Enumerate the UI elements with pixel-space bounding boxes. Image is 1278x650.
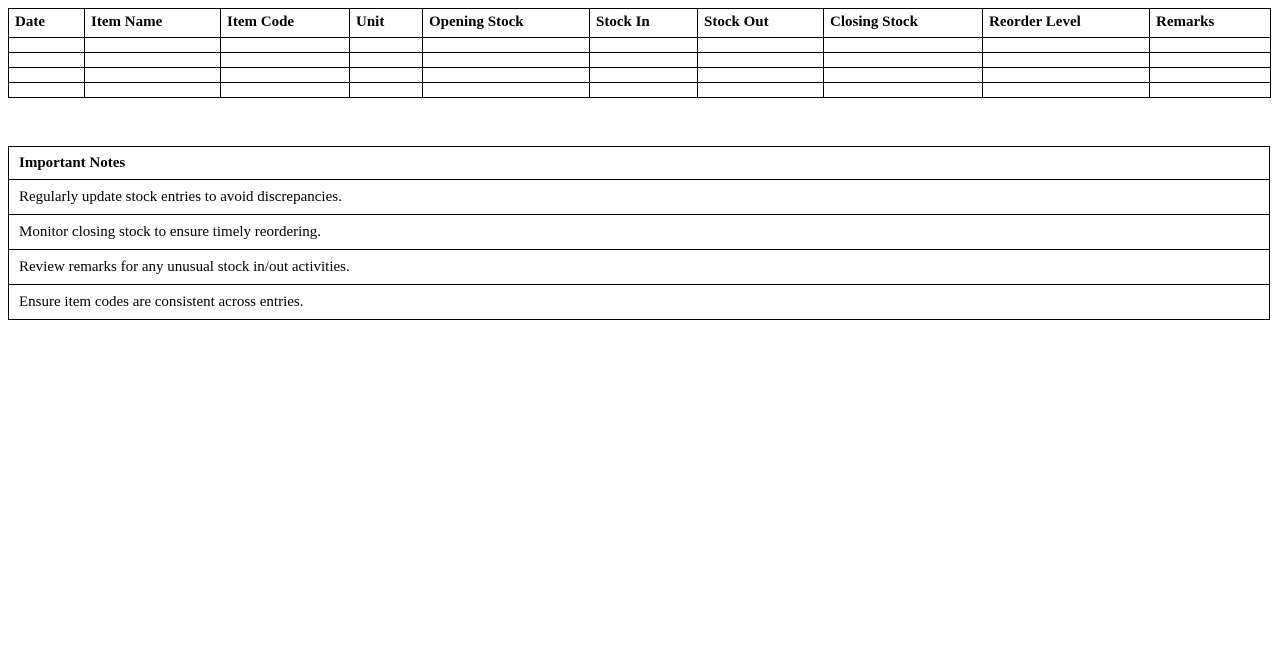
cell-remarks[interactable]	[1150, 38, 1271, 53]
cell-reorder-level[interactable]	[983, 68, 1150, 83]
column-header-date: Date	[9, 9, 85, 38]
cell-stock-out[interactable]	[698, 83, 824, 98]
column-header-remarks: Remarks	[1150, 9, 1271, 38]
stock-register-table	[8, 8, 1271, 98]
cell-item-name[interactable]	[85, 68, 221, 83]
table-row	[9, 68, 1271, 83]
column-header-unit: Unit	[350, 9, 423, 38]
notes-header-row	[9, 147, 1270, 180]
cell-stock-in[interactable]	[590, 53, 698, 68]
cell-remarks[interactable]	[1150, 53, 1271, 68]
cell-reorder-level[interactable]	[983, 38, 1150, 53]
column-header-opening-stock: Opening Stock	[423, 9, 590, 38]
column-header-closing-stock: Closing Stock	[824, 9, 983, 38]
cell-stock-in[interactable]	[590, 83, 698, 98]
cell-stock-out[interactable]	[698, 68, 824, 83]
cell-unit[interactable]	[350, 68, 423, 83]
list-item	[9, 180, 1270, 215]
cell-item-name[interactable]	[85, 53, 221, 68]
cell-reorder-level[interactable]	[983, 83, 1150, 98]
cell-opening-stock[interactable]	[423, 53, 590, 68]
cell-opening-stock[interactable]	[423, 83, 590, 98]
note-item-4: Ensure item codes are consistent across entries.	[9, 285, 1270, 320]
cell-stock-in[interactable]	[590, 68, 698, 83]
cell-date[interactable]	[9, 68, 85, 83]
cell-stock-in[interactable]	[590, 38, 698, 53]
cell-item-code[interactable]	[221, 83, 350, 98]
cell-closing-stock[interactable]	[824, 68, 983, 83]
cell-date[interactable]	[9, 53, 85, 68]
cell-unit[interactable]	[350, 38, 423, 53]
note-item-1: Regularly update stock entries to avoid discrepancies.	[9, 180, 1270, 215]
column-header-stock-in: Stock In	[590, 9, 698, 38]
table-header-row	[9, 9, 1271, 38]
table-row	[9, 83, 1271, 98]
cell-opening-stock[interactable]	[423, 68, 590, 83]
list-item	[9, 285, 1270, 320]
cell-closing-stock[interactable]	[824, 53, 983, 68]
column-header-item-code: Item Code	[221, 9, 350, 38]
cell-date[interactable]	[9, 38, 85, 53]
cell-opening-stock[interactable]	[423, 38, 590, 53]
column-header-stock-out: Stock Out	[698, 9, 824, 38]
cell-closing-stock[interactable]	[824, 83, 983, 98]
cell-item-code[interactable]	[221, 53, 350, 68]
important-notes-table	[8, 146, 1270, 320]
cell-item-code[interactable]	[221, 38, 350, 53]
cell-item-name[interactable]	[85, 38, 221, 53]
list-item	[9, 250, 1270, 285]
cell-closing-stock[interactable]	[824, 38, 983, 53]
cell-remarks[interactable]	[1150, 83, 1271, 98]
notes-heading: Important Notes	[9, 147, 1270, 180]
cell-reorder-level[interactable]	[983, 53, 1150, 68]
cell-remarks[interactable]	[1150, 68, 1271, 83]
cell-date[interactable]	[9, 83, 85, 98]
cell-unit[interactable]	[350, 83, 423, 98]
table-row	[9, 38, 1271, 53]
list-item	[9, 215, 1270, 250]
cell-item-code[interactable]	[221, 68, 350, 83]
cell-stock-out[interactable]	[698, 53, 824, 68]
column-header-item-name: Item Name	[85, 9, 221, 38]
column-header-reorder-level: Reorder Level	[983, 9, 1150, 38]
note-item-2: Monitor closing stock to ensure timely reordering.	[9, 215, 1270, 250]
note-item-3: Review remarks for any unusual stock in/out activities.	[9, 250, 1270, 285]
cell-stock-out[interactable]	[698, 38, 824, 53]
cell-item-name[interactable]	[85, 83, 221, 98]
cell-unit[interactable]	[350, 53, 423, 68]
table-row	[9, 53, 1271, 68]
